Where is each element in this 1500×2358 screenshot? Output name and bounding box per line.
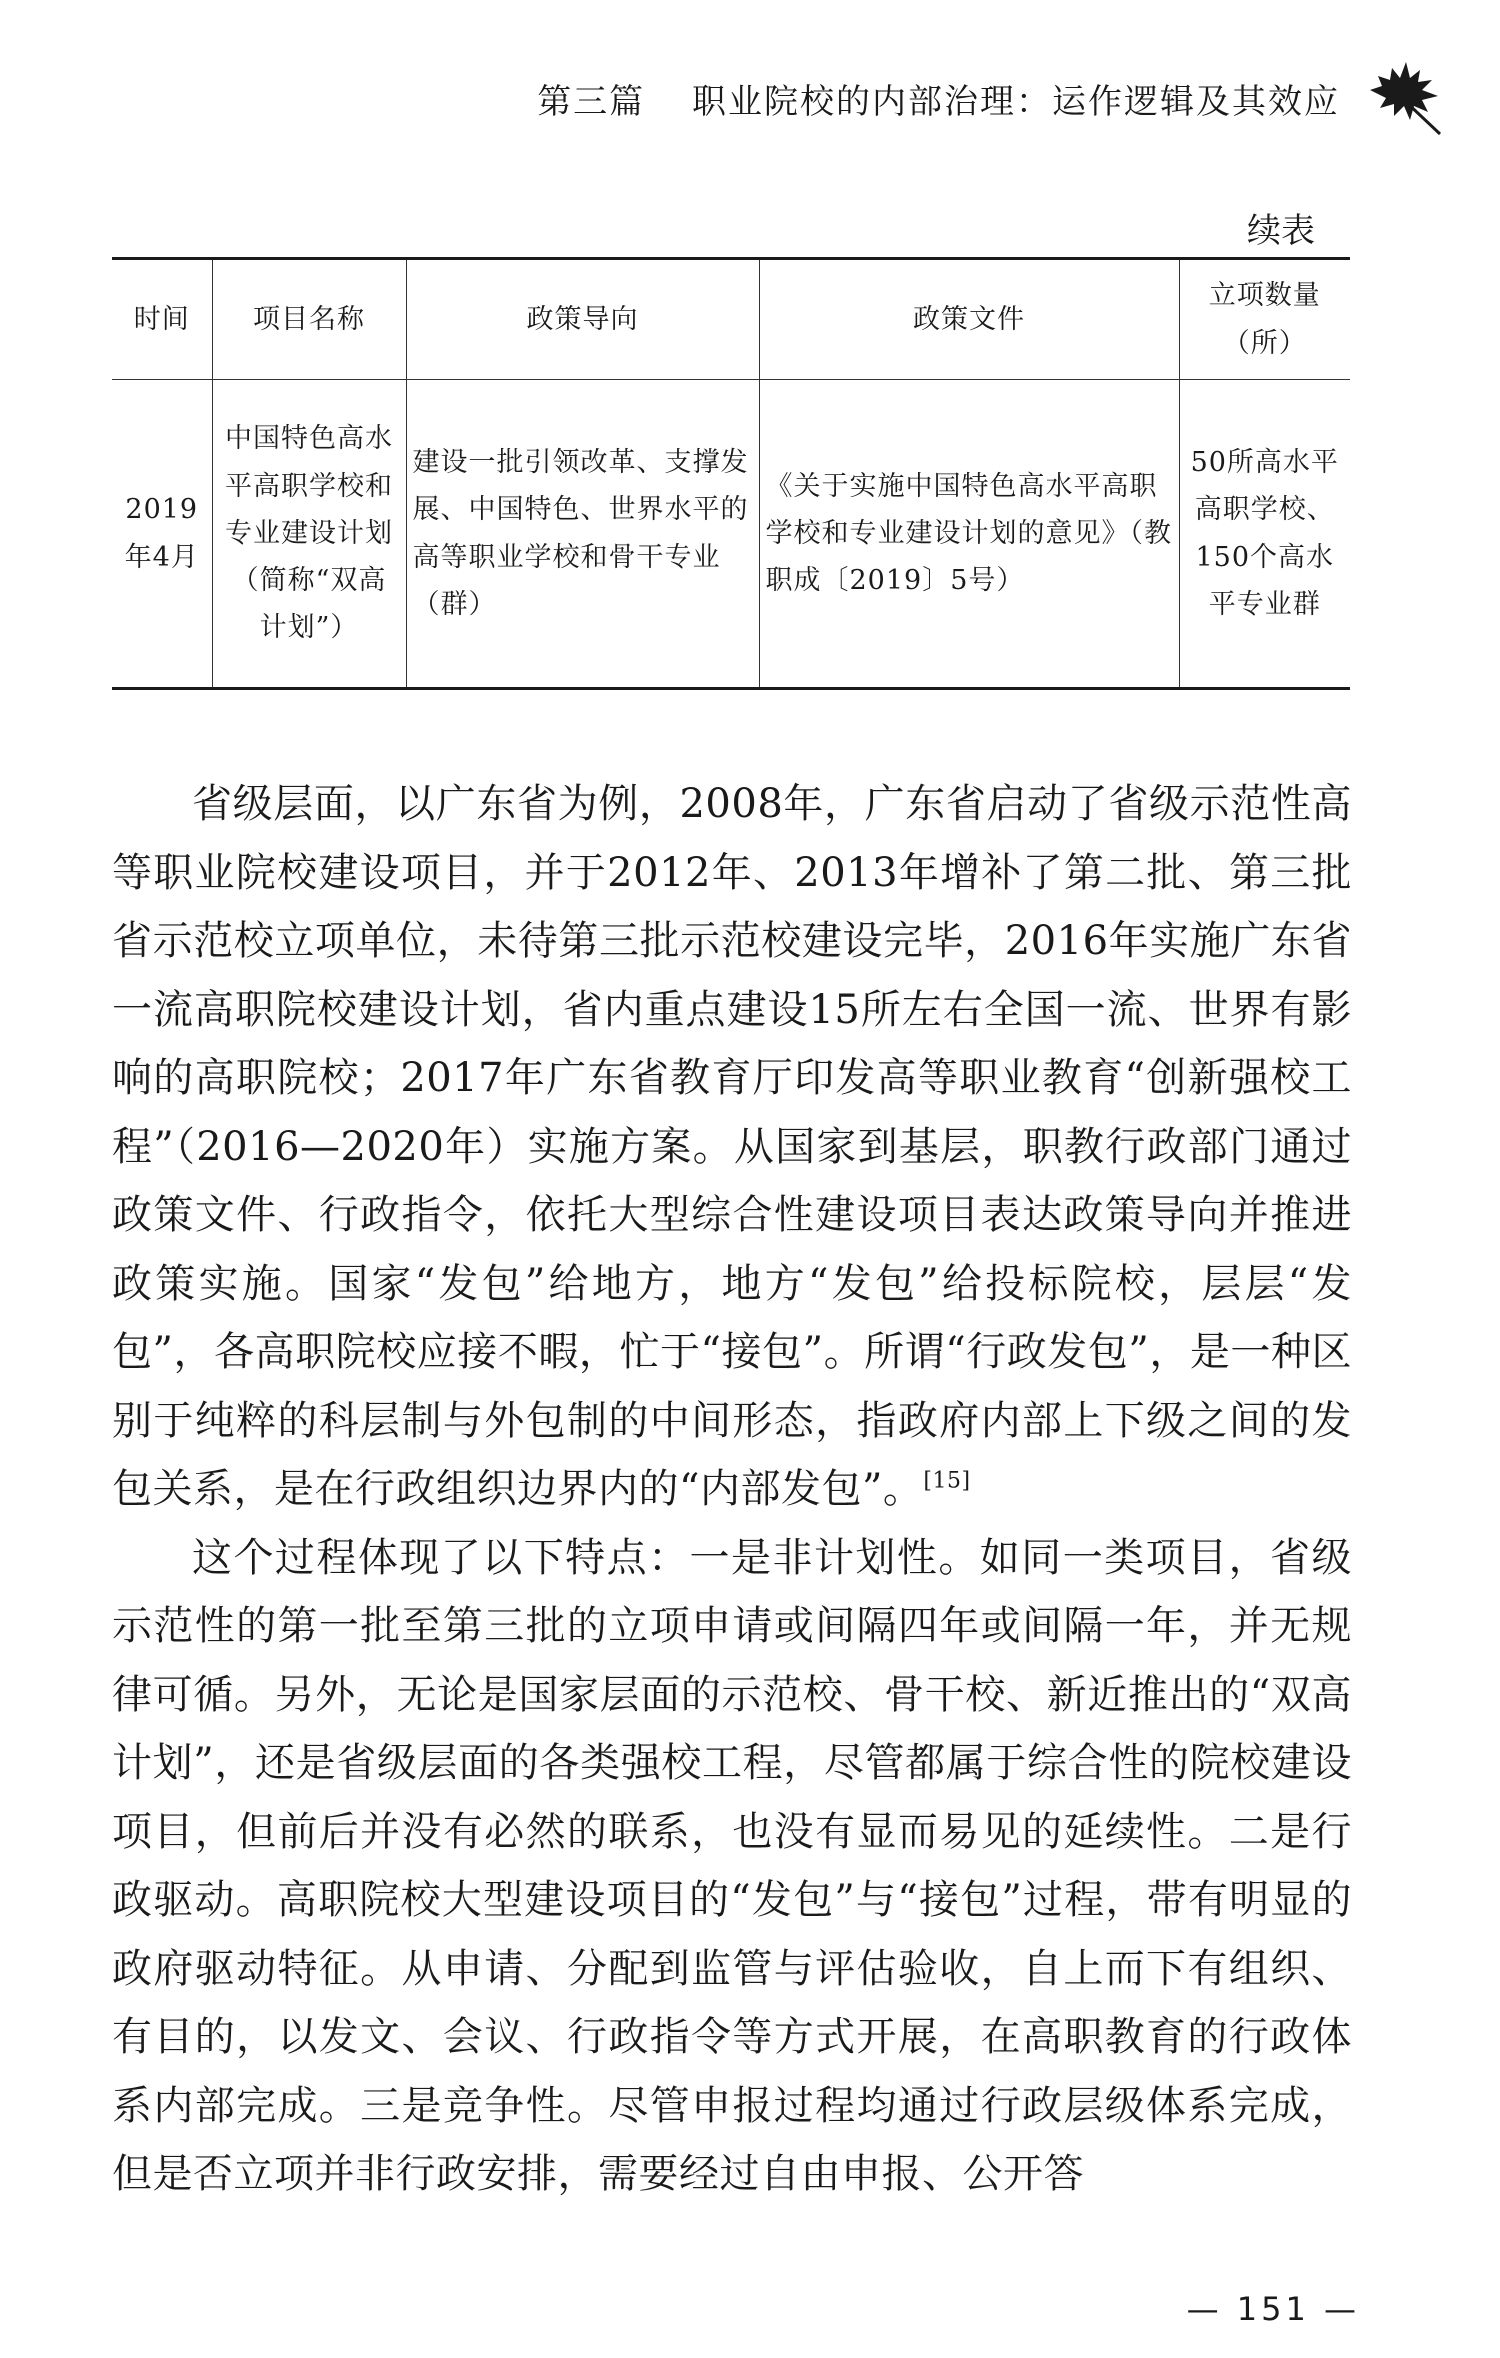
table-header-row [112, 259, 1350, 380]
cell-orientation: 建设一批引领改革、支撑发展、中国特色、世界水平的高等职业学校和骨干专业（群） [406, 380, 759, 689]
header-part: 第三篇 [537, 82, 646, 122]
table-continued-label: 续表 [1247, 211, 1315, 251]
header-name: 项目名称 [212, 259, 406, 380]
header-document: 政策文件 [759, 259, 1179, 380]
cell-count: 50所高水平高职学校、150个高水平专业群 [1179, 380, 1350, 689]
paragraph-1 [112, 770, 1352, 1524]
paragraph-1-text: 省级层面，以广东省为例，2008年，广东省启动了省级示范性高等职业院校建设项目，并于2012年、2013年增补了第二批、第三批省示范校立项单位，未待第三批示范校建设完毕，2016年实施广东省一流高职院校建设计划，省内重点建设15所左右全国一流、世界有影响的高职院校；2017年广东省教育厅印发高等职业教育“创新强校工程”（2016—2020年）实施方案。从国家到基层，职教行政部门通过政策文件、行政指令，依托大型综合性建设项目表达政策导向并推进政策实施。国家“发包”给地方，地方“发包”给投标院校，层层“发包”，各高职院校应接不暇，忙于“接包”。所谓“行政发包”，是一种区别于纯粹的科层制与外包制的中间形态，指政府内部上下级之间的发包关系，是在行政组织边界内的“内部发包”。 [112, 781, 1352, 1512]
header-time: 时间 [112, 259, 212, 380]
header-orientation: 政策导向 [406, 259, 759, 380]
header-title: 职业院校的内部治理：运作逻辑及其效应 [692, 82, 1340, 122]
body-text [112, 770, 1352, 2209]
header-count: 立项数量（所） [1179, 259, 1350, 380]
policy-table [112, 257, 1350, 690]
cell-name: 中国特色高水平高职学校和专业建设计划（简称“双高计划”） [212, 380, 406, 689]
paragraph-2: 这个过程体现了以下特点：一是非计划性。如同一类项目，省级示范性的第一批至第三批的立项申请或间隔四年或间隔一年，并无规律可循。另外，无论是国家层面的示范校、骨干校、新近推出的“双高计划”，还是省级层面的各类强校工程，尽管都属于综合性的院校建设项目，但前后并没有必然的联系，也没有显而易见的延续性。二是行政驱动。高职院校大型建设项目的“发包”与“接包”过程，带有明显的政府驱动特征。从申请、分配到监管与评估验收，自上而下有组织、有目的，以发文、会议、行政指令等方式开展，在高职教育的行政体系内部完成。三是竞争性。尽管申报过程均通过行政层级体系完成，但是否立项并非行政安排，需要经过自由申报、公开答 [112, 1534, 1352, 2197]
footnote-ref[interactable]: [15] [923, 1468, 971, 1494]
running-header [537, 74, 1340, 123]
table-row [112, 380, 1350, 689]
maple-leaf-icon [1350, 50, 1460, 140]
cell-document: 《关于实施中国特色高水平高职学校和专业建设计划的意见》（教职成〔2019〕5号） [759, 380, 1179, 689]
cell-time: 2019年4月 [112, 380, 212, 689]
page-number: — 151 — [1186, 2290, 1360, 2328]
